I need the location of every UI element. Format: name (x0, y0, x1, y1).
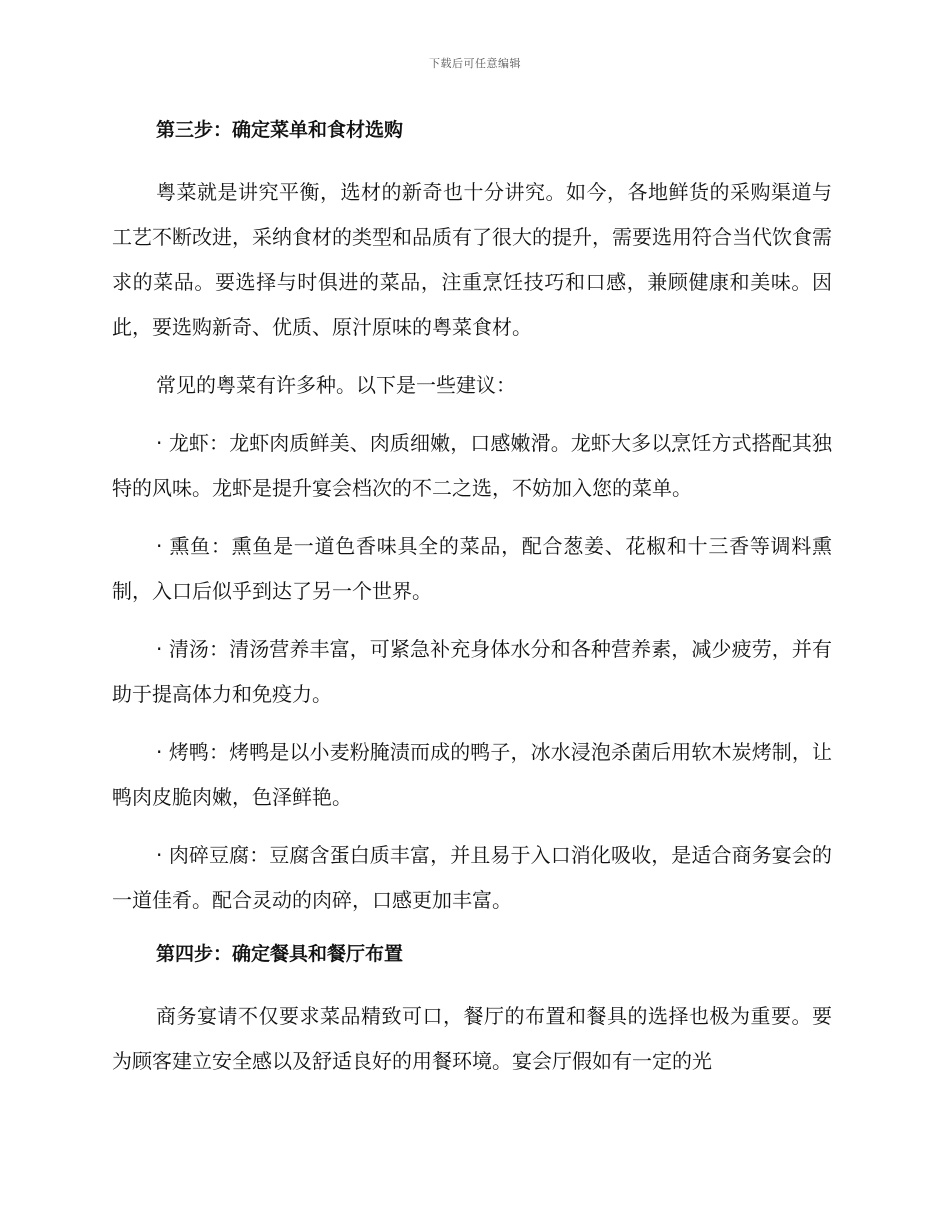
paragraph-step3-intro: 粤菜就是讲究平衡，选材的新奇也十分讲究。如今，各地鲜货的采购渠道与工艺不断改进，采纳食材的类型和品质有了很大的提升，需要选用符合当代饮食需求的菜品。要选择与时俱进的菜品，注重烹饪技巧和口感，兼顾健康和美味。因此，要选购新奇、优质、原汁原味的粤菜食材。 (112, 180, 832, 339)
paragraph-step4-intro: 商务宴请不仅要求菜品精致可口，餐厅的布置和餐具的选择也极为重要。要为顾客建立安全感以及舒适良好的用餐环境。宴会厅假如有一定的光 (112, 1004, 832, 1073)
list-item-lobster: · 龙虾：龙虾肉质鲜美、肉质细嫩，口感嫩滑。龙虾大多以烹饪方式搭配其独特的风味。龙虾是提升宴会档次的不二之选，不妨加入您的菜单。 (112, 431, 832, 500)
section-heading-step4: 第四步：确定餐具和餐厅布置 (156, 943, 404, 965)
list-item-clear-soup: · 清汤：清汤营养丰富，可紧急补充身体水分和各种营养素，减少疲劳，并有助于提高体力和免疫力。 (112, 637, 832, 706)
list-item-smoked-fish: · 熏鱼：熏鱼是一道色香味具全的菜品，配合葱姜、花椒和十三香等调料熏制，入口后似乎到达了另一个世界。 (112, 534, 832, 603)
list-item-minced-meat-tofu: · 肉碎豆腐：豆腐含蛋白质丰富，并且易于入口消化吸收，是适合商务宴会的一道佳肴。配合灵动的肉碎，口感更加丰富。 (112, 843, 832, 912)
list-item-roast-duck: · 烤鸭：烤鸭是以小麦粉腌渍而成的鸭子，冰水浸泡杀菌后用软木炭烤制，让鸭肉皮脆肉嫩，色泽鲜艳。 (112, 740, 832, 809)
paragraph-step3-lead: 常见的粤菜有许多种。以下是一些建议： (156, 373, 516, 397)
document-body (112, 112, 832, 1084)
section-heading-step3: 第三步：确定菜单和食材选购 (156, 119, 404, 141)
page-header-note: 下载后可任意编辑 (429, 57, 521, 70)
